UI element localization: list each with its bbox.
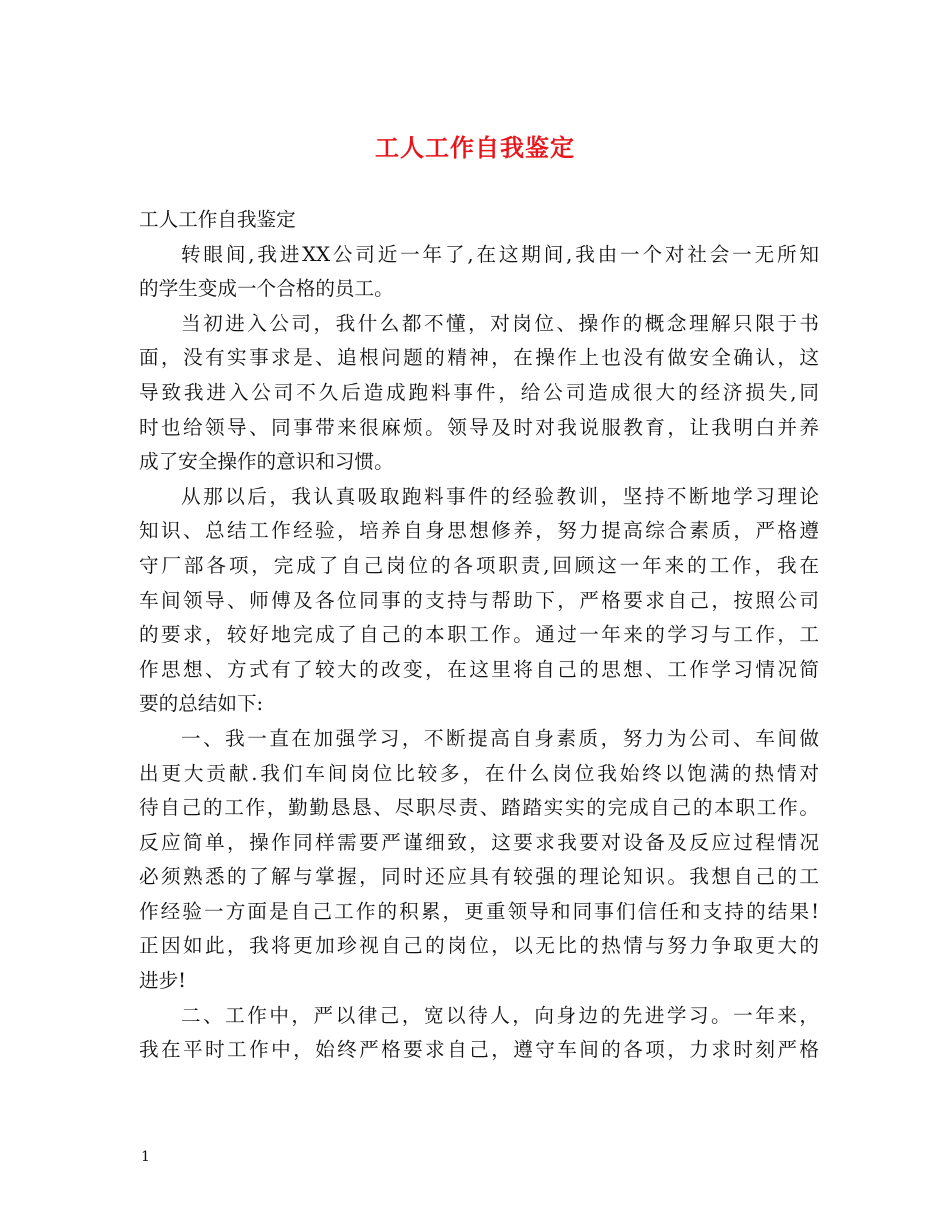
- body-line: 我在平时工作中，始终严格要求自己，遵守车间的各项，力求时刻严格: [139, 1038, 819, 1062]
- body-line: 当初进入公司，我什么都不懂，对岗位、操作的概念理解只限于书: [181, 311, 819, 335]
- body-line: 车间领导、师傅及各位同事的支持与帮助下，严格要求自己，按照公司: [139, 588, 819, 612]
- body-line: 作思想、方式有了较大的改变，在这里将自己的思想、工作学习情况简: [139, 657, 819, 681]
- body-line: 知识、总结工作经验，培养自身思想修养，努力提高综合素质，严格遵: [139, 519, 819, 543]
- body-line: 正因如此，我将更加珍视自己的岗位，以无比的热情与努力争取更大的: [139, 934, 819, 958]
- body-line: 二、工作中，严以律己，宽以待人，向身边的先进学习。一年来，: [181, 1003, 819, 1027]
- body-line: 出更大贡献.我们车间岗位比较多，在什么岗位我始终以饱满的热情对: [139, 761, 819, 785]
- body-line: 反应简单，操作同样需要严谨细致，这要求我要对设备及反应过程情况: [139, 830, 819, 854]
- body-line: 作经验一方面是自己工作的积累，更重领导和同事们信任和支持的结果!: [139, 899, 819, 923]
- body-line: 导致我进入公司不久后造成跑料事件，给公司造成很大的经济损失,同: [139, 380, 819, 404]
- body-line-subtitle: 工人工作自我鉴定: [139, 208, 296, 231]
- body-line: 一、我一直在加强学习，不断提高自身素质，努力为公司、车间做: [181, 726, 819, 750]
- body-line: 的学生变成一个合格的员工。: [139, 277, 394, 301]
- body-line: 时也给领导、同事带来很麻烦。领导及时对我说服教育，让我明白并养: [139, 415, 819, 439]
- body-line: 要的总结如下:: [139, 692, 264, 716]
- body-line: 进步!: [139, 969, 187, 993]
- document-body: [139, 203, 819, 1068]
- body-line: 面，没有实事求是、追根问题的精神，在操作上也没有做安全确认，这: [139, 346, 819, 370]
- body-line: 守厂部各项，完成了自己岗位的各项职责,回顾这一年来的工作，我在: [139, 553, 819, 577]
- body-line: 成了安全操作的意识和习惯。: [139, 450, 394, 474]
- body-line: 从那以后，我认真吸取跑料事件的经验教训，坚持不断地学习理论: [181, 484, 819, 508]
- body-line: 必须熟悉的了解与掌握，同时还应具有较强的理论知识。我想自己的工: [139, 865, 819, 889]
- page-number: 1: [141, 1149, 150, 1165]
- body-line: 转眼间,我进XX公司近一年了,在这期间,我由一个对社会一无所知: [181, 242, 819, 266]
- body-line: 待自己的工作，勤勤恳恳、尽职尽责、踏踏实实的完成自己的本职工作。: [139, 796, 819, 820]
- body-line: 的要求，较好地完成了自己的本职工作。通过一年来的学习与工作，工: [139, 623, 819, 647]
- document-title: 工人工作自我鉴定: [375, 133, 575, 162]
